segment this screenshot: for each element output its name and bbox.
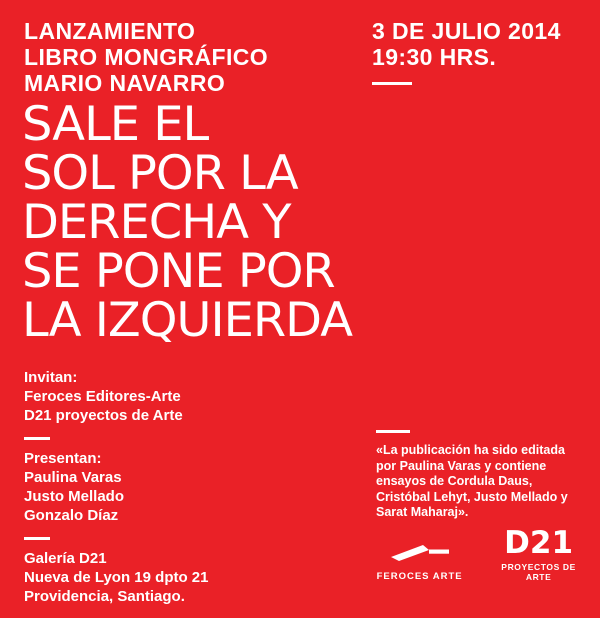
title-line-3: DERECHA Y — [22, 195, 291, 250]
presentan-item-2: Justo Mellado — [24, 488, 125, 505]
venue-address: Nueva de Lyon 19 dpto 21 — [24, 569, 209, 586]
d21-logo — [491, 525, 586, 582]
header-line-libro: LIBRO MONGRÁFICO — [24, 44, 269, 70]
presentan-item-1: Paulina Varas — [24, 469, 122, 486]
feroces-logo — [376, 540, 463, 582]
feroces-logo-name: FEROCES ARTE — [376, 571, 463, 582]
info-divider-2 — [24, 537, 50, 540]
event-date: 3 DE JULIO 2014 — [372, 18, 561, 44]
page-title — [22, 97, 578, 348]
d21-logo-mark: D21 — [504, 525, 574, 561]
knife-icon — [376, 540, 463, 566]
quote-divider — [376, 430, 410, 433]
presentan-block — [24, 449, 354, 525]
d21-logo-name: PROYECTOS DE ARTE — [501, 562, 576, 582]
invitan-item-1: Feroces Editores-Arte — [24, 388, 181, 405]
quote-text: «La publicación ha sido editada por Paulina Varas y contiene ensayos de Cordula Daus, Cristóbal Lehyt, Justo Mellado y Sarat Maharaj». — [376, 443, 568, 519]
info-column — [24, 368, 354, 618]
venue-city: Providencia, Santiago. — [24, 588, 185, 605]
venue-block — [24, 549, 354, 606]
invitan-block — [24, 368, 354, 425]
publication-note — [376, 430, 582, 521]
event-time: 19:30 HRS. — [372, 44, 497, 70]
venue-name: Galería D21 — [24, 550, 107, 567]
header-left-block — [24, 18, 364, 96]
header-line-author: MARIO NAVARRO — [24, 70, 226, 96]
invitan-item-2: D21 proyectos de Arte — [24, 407, 183, 424]
header-right-block — [372, 18, 582, 85]
header-line-lanzamiento: LANZAMIENTO — [24, 18, 196, 44]
title-line-5: LA IZQUIERDA — [22, 293, 353, 348]
logo-row — [376, 525, 586, 582]
invitan-heading: Invitan: — [24, 369, 78, 386]
title-line-1: SALE EL — [22, 97, 209, 152]
info-divider-1 — [24, 437, 50, 440]
header-divider — [372, 82, 412, 85]
title-line-2: SOL POR LA — [22, 146, 298, 201]
title-line-4: SE PONE POR — [22, 244, 335, 299]
presentan-item-3: Gonzalo Díaz — [24, 507, 119, 524]
presentan-heading: Presentan: — [24, 450, 102, 467]
